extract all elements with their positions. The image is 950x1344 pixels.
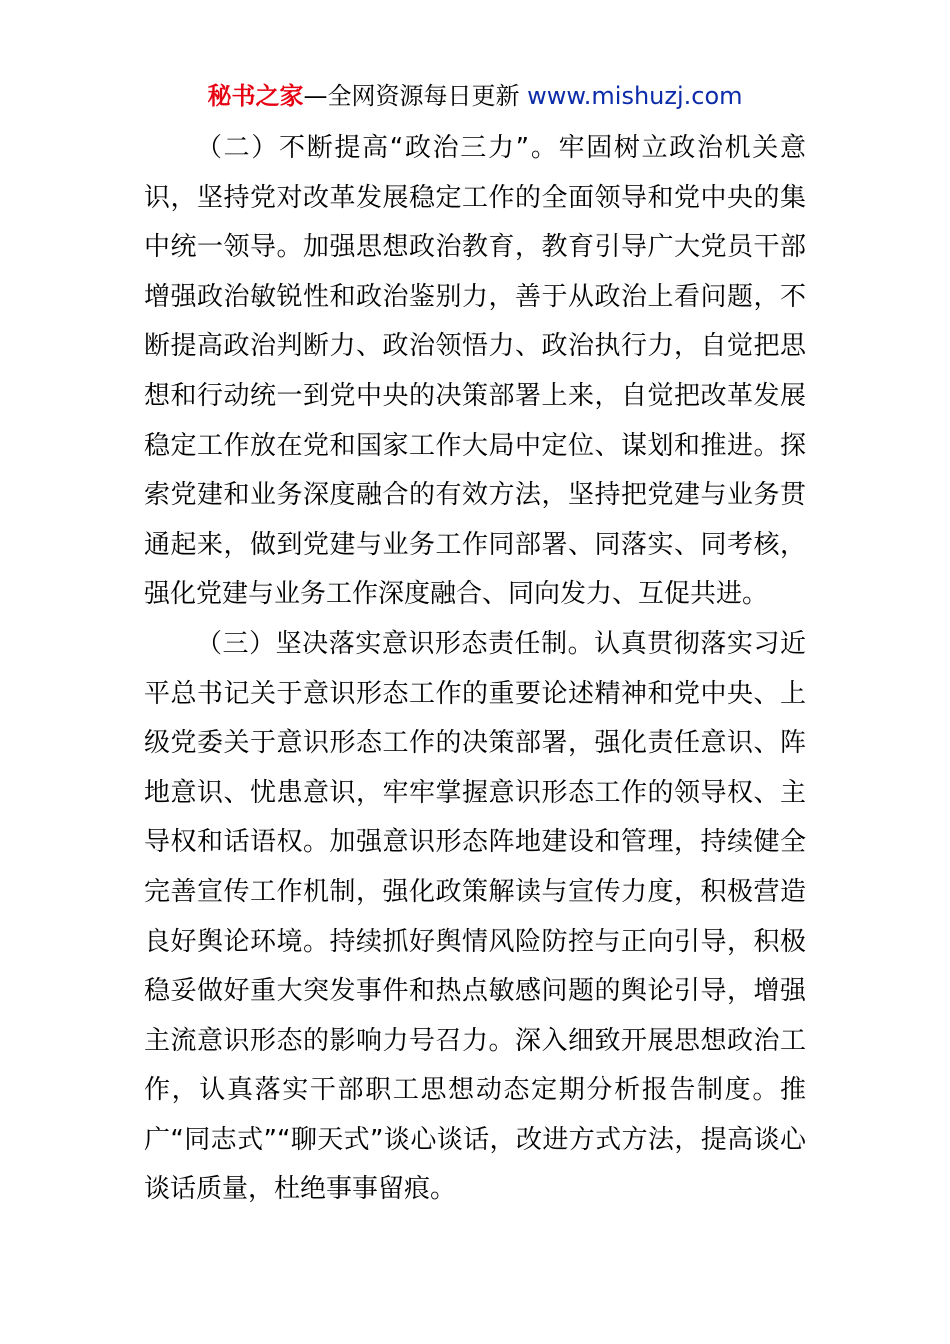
brand-name: 秘书之家 xyxy=(207,82,304,110)
site-url[interactable]: www.mishuzj.com xyxy=(527,82,743,110)
site-header xyxy=(0,80,950,112)
header-slogan: —全网资源每日更新 xyxy=(303,82,528,110)
document-body xyxy=(144,124,806,1215)
paragraph-political-capacity: （二）不断提高“政治三力”。牢固树立政治机关意识，坚持党对改革发展稳定工作的全面领导和党中央的集中统一领导。加强思想政治教育，教育引导广大党员干部增强政治敏锐性和政治鉴别力，善于从政治上看问题，不断提高政治判断力、政治领悟力、政治执行力，自觉把思想和行动统一到党中央的决策部署上来，自觉把改革发展稳定工作放在党和国家工作大局中定位、谋划和推进。探索党建和业务深度融合的有效方法，坚持把党建与业务贯通起来，做到党建与业务工作同部署、同落实、同考核，强化党建与业务工作深度融合、同向发力、互促共进。 xyxy=(144,133,806,610)
paragraph-ideology-responsibility: （三）坚决落实意识形态责任制。认真贯彻落实习近平总书记关于意识形态工作的重要论述精神和党中央、上级党委关于意识形态工作的决策部署，强化责任意识、阵地意识、忧患意识，牢牢掌握意识形态工作的领导权、主导权和话语权。加强意识形态阵地建设和管理，持续健全完善宣传工作机制，强化政策解读与宣传力度，积极营造良好舆论环境。持续抓好舆情风险防控与正向引导，积极稳妥做好重大突发事件和热点敏感问题的舆论引导，增强主流意识形态的影响力号召力。深入细致开展思想政治工作，认真落实干部职工思想动态定期分析报告制度。推广“同志式”“聊天式”谈心谈话，改进方式方法，提高谈心谈话质量，杜绝事事留痕。 xyxy=(144,628,806,1205)
